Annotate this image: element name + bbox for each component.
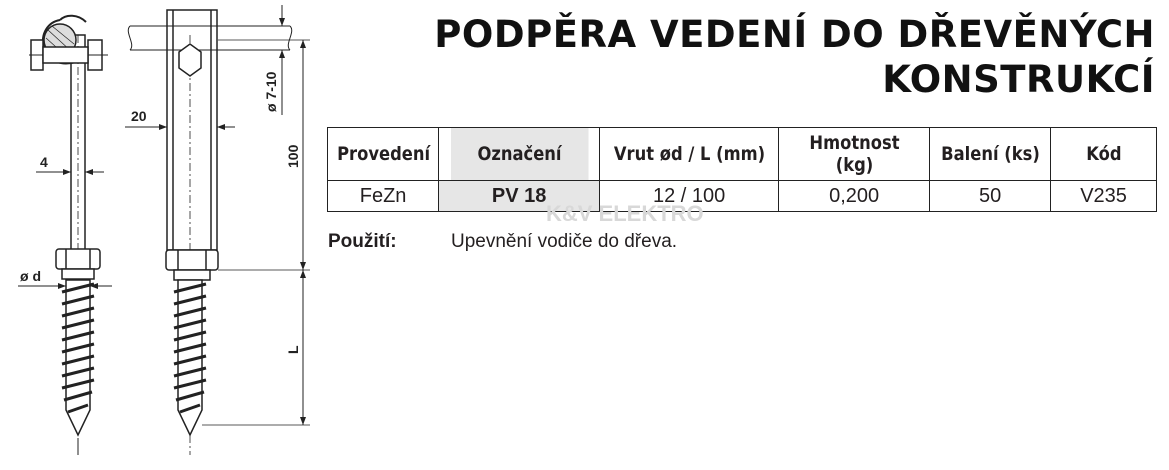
col-header-hmotnost: Hmotnost (kg) [789,128,919,181]
usage-label: Použití: [328,231,397,252]
col-header-vrut: Vrut ød / L (mm) [612,128,766,181]
title-line-1: PODPĚRA VEDENÍ DO DŘEVĚNÝCH [434,13,1155,56]
dim-hole-label: ø 7-10 [263,71,279,112]
col-header-kod: Kód [1058,128,1149,181]
page-title [395,12,1155,102]
spec-table [327,127,1157,212]
table-header-row [328,128,1157,181]
technical-drawing [0,0,320,470]
cell-baleni: 50 [930,181,1051,212]
left-hex-collar [56,249,100,269]
col-header-provedeni: Provedení [335,128,431,181]
col-header-baleni: Balení (ks) [938,128,1042,181]
cell-kod: V235 [1051,181,1157,212]
cell-hmotnost: 0,200 [779,181,930,212]
title-line-2: KONSTRUKCÍ [882,58,1155,101]
cell-vrut: 12 / 100 [600,181,779,212]
dim-100-label: 100 [285,144,301,168]
watermark: K&V ELEKTRO [546,201,704,226]
cell-oznaceni: PV 18 [439,181,600,212]
dim-L-label: L [285,345,301,354]
usage-text: Upevnění vodiče do dřeva. [451,231,678,252]
dim-20-label: 20 [131,108,147,124]
right-hex-collar [166,250,218,270]
dim-d-label: ø d [20,268,41,284]
dim-4-label: 4 [40,154,48,170]
table-row [328,181,1157,212]
col-header-oznaceni: Označení [450,128,588,181]
right-hex-head [179,44,201,76]
cell-provedeni: FeZn [328,181,439,212]
